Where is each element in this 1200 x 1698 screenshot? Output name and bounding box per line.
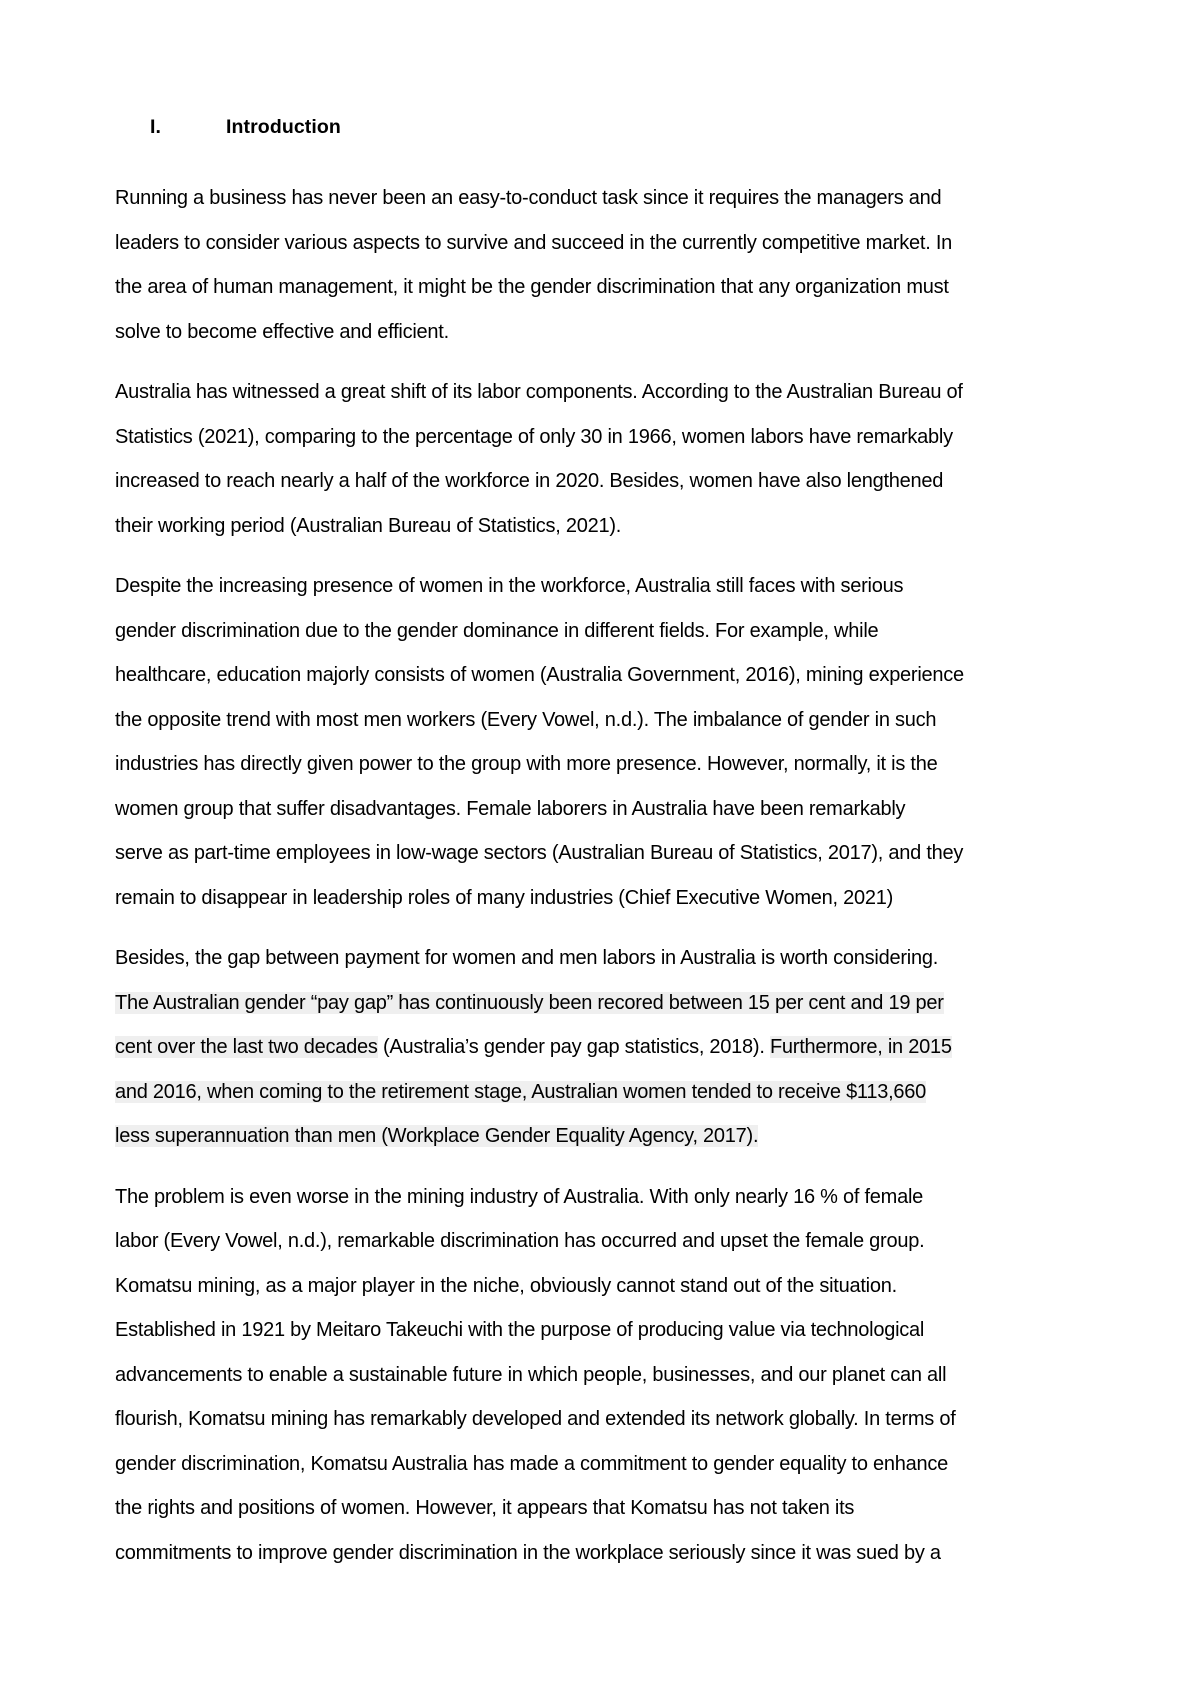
paragraph-line: the opposite trend with most men workers (Every Vowel, n.d.). The imbalance of gender in such (115, 708, 937, 731)
paragraph-line: leaders to consider various aspects to survive and succeed in the currently competitive market. In (115, 231, 953, 254)
section-title: Introduction (226, 116, 341, 138)
paragraph-line: remain to disappear in leadership roles of many industries (Chief Executive Women, 2021) (115, 886, 894, 909)
paragraph-line: Despite the increasing presence of women in the workforce, Australia still faces with serious (115, 575, 904, 597)
section-number: I. (150, 116, 162, 138)
paragraph-line: the rights and positions of women. However, it appears that Komatsu has not taken its (115, 1497, 855, 1519)
paragraph-line: solve to become effective and efficient. (115, 320, 449, 343)
paragraph-line: flourish, Komatsu mining has remarkably developed and extended its network globally. In terms of (115, 1408, 956, 1430)
paragraph-line: Australia has witnessed a great shift of its labor components. According to the Australian Bureau of (115, 381, 963, 403)
paragraph-line: gender discrimination due to the gender dominance in different fields. For example, while (115, 619, 879, 642)
paragraph-line: serve as part-time employees in low-wage sectors (Australian Bureau of Statistics, 2017), and they (115, 842, 964, 864)
paragraph-line (115, 1025, 1100, 1070)
paragraph-5 (115, 1175, 1100, 1576)
paragraph-line: advancements to enable a sustainable future in which people, businesses, and our planet can all (115, 1363, 947, 1386)
highlighted-text: The Australian gender “pay gap” has continuously been recored between 15 per cent and 19 per (115, 991, 944, 1014)
paragraph-3 (115, 564, 1100, 920)
paragraph-line: commitments to improve gender discrimination in the workplace seriously since it was sued by a (115, 1541, 941, 1564)
paragraph-line: Statistics (2021), comparing to the percentage of only 30 in 1966, women labors have remarkably (115, 425, 953, 448)
paragraph-1 (115, 176, 1100, 354)
highlighted-text: and 2016, when coming to the retirement stage, Australian women tended to receive $113,660 (115, 1080, 926, 1103)
paragraph-line: their working period (Australian Bureau of Statistics, 2021). (115, 514, 622, 537)
paragraph-line: Running a business has never been an easy-to-conduct task since it requires the managers and (115, 187, 942, 209)
paragraph-line: increased to reach nearly a half of the workforce in 2020. Besides, women have also lengthened (115, 470, 944, 492)
paragraph-line: the area of human management, it might be the gender discrimination that any organization must (115, 276, 949, 298)
paragraph-line: Besides, the gap between payment for women and men labors in Australia is worth considering. (115, 947, 939, 969)
highlighted-text: cent over the last two decades (115, 1036, 378, 1058)
paragraph-2 (115, 370, 1100, 548)
section-heading (150, 116, 341, 139)
highlighted-text: less superannuation than men (Workplace Gender Equality Agency, 2017). (115, 1125, 759, 1147)
paragraph-line: labor (Every Vowel, n.d.), remarkable discrimination has occurred and upset the female group. (115, 1230, 925, 1252)
paragraph-line: women group that suffer disadvantages. Female laborers in Australia have been remarkably (115, 797, 906, 820)
document-body (115, 176, 1100, 1591)
paragraph-line: Komatsu mining, as a major player in the niche, obviously cannot stand out of the situation. (115, 1274, 897, 1297)
paragraph-line (115, 981, 1100, 1026)
paragraph-line: The problem is even worse in the mining industry of Australia. With only nearly 16 % of female (115, 1185, 924, 1208)
paragraph-line (115, 1114, 1100, 1159)
paragraph-line: healthcare, education majorly consists of women (Australia Government, 2016), mining experience (115, 664, 964, 686)
paragraph-line: gender discrimination, Komatsu Australia has made a commitment to gender equality to enhance (115, 1452, 949, 1475)
citation-text: (Australia’s gender pay gap statistics, 2018). (377, 1036, 770, 1058)
paragraph-line (115, 1070, 1100, 1115)
highlighted-text: Furthermore, in 2015 (769, 1036, 952, 1058)
paragraph-line: Established in 1921 by Meitaro Takeuchi with the purpose of producing value via technological (115, 1319, 925, 1341)
paragraph-line: industries has directly given power to the group with more presence. However, normally, it is the (115, 753, 938, 775)
paragraph-4 (115, 936, 1100, 1159)
